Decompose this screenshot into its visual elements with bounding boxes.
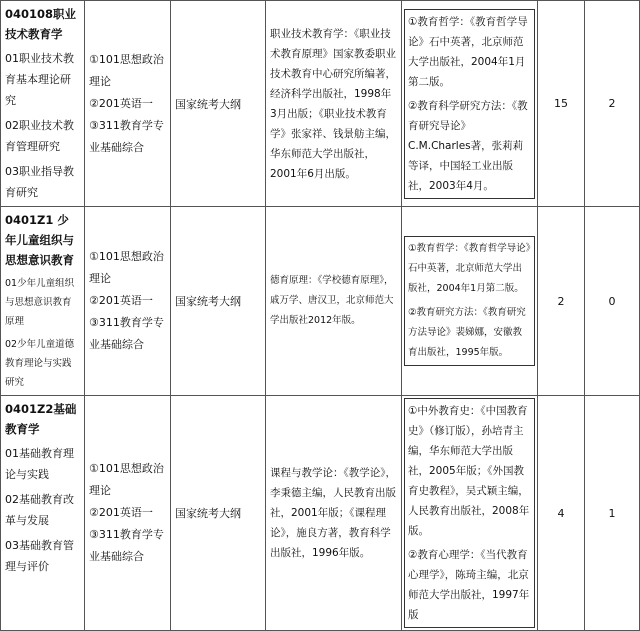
count-cell: [585, 207, 640, 396]
direction-item: 03基础教育管理与评价: [5, 539, 74, 573]
books-cell: [266, 207, 402, 396]
count-value: 2: [608, 97, 616, 110]
reference-books: 职业技术教育学：《职业技术教育原理》国家教委职业技术教育中心研究所编著，经济科学出版社，1998年3月出版；《职业技术教育学》张家祥、钱景舫主编，华东师范大学出版社，2001年6月出版。: [270, 27, 396, 180]
ref-item: ②教育心理学：《当代教育心理学》，陈琦主编，北京师范大学出版社，1997年版: [408, 549, 530, 621]
major-title: 0401Z1 少年儿童组织与思想意识教育: [5, 213, 74, 267]
count-cell: [585, 396, 640, 631]
outline-cell: [171, 207, 266, 396]
count-cell: [538, 396, 585, 631]
direction-item: 02少年儿童道德教育理论与实践研究: [5, 339, 75, 388]
exam-subject: ②201英语一: [89, 506, 153, 519]
direction-item: 02基础教育改革与发展: [5, 493, 74, 527]
table-row: [1, 207, 640, 396]
exam-subject: ②201英语一: [89, 96, 153, 110]
count-value: 4: [557, 506, 565, 520]
count-value: 2: [557, 294, 565, 308]
subjects-cell: [85, 1, 171, 207]
ref-item: ②教育研究方法：《教育研究方法导论》裴娣娜，安徽教育出版社，1995年版。: [408, 307, 526, 358]
table-row: [1, 1, 640, 207]
direction-item: 01职业技术教育基本理论研究: [5, 52, 74, 107]
major-title: 040108职业技术教育学: [5, 7, 77, 41]
major-cell: [1, 1, 85, 207]
ref-item: ②教育科学研究方法：《教育研究导论》C.M.Charles著，张莉莉等译，中国轻工业出版社，2003年4月。: [408, 99, 528, 192]
exam-subject: ①101思想政治理论: [89, 462, 164, 497]
exam-subject: ③311教育学专业基础综合: [89, 118, 164, 154]
books-cell: [266, 396, 402, 631]
count-value: 1: [608, 506, 616, 520]
retest-refs: [404, 9, 535, 199]
exam-subject: ②201英语一: [89, 294, 153, 307]
retest-refs-cell: [402, 396, 538, 631]
subjects-cell: [85, 207, 171, 396]
direction-item: 03职业指导教育研究: [5, 165, 74, 199]
exam-subject: ③311教育学专业基础综合: [89, 528, 164, 563]
count-cell: [585, 1, 640, 207]
outline-cell: [171, 1, 266, 207]
table-row: [1, 396, 640, 631]
count-cell: [538, 207, 585, 396]
count-cell: [538, 1, 585, 207]
exam-outline: 国家统考大纲: [175, 295, 241, 308]
retest-refs: [404, 236, 535, 366]
count-value: 15: [554, 97, 568, 110]
exam-subject: ①101思想政治理论: [89, 250, 164, 285]
ref-item: ①教育哲学：《教育哲学导论》石中英著，北京师范大学出版社，2004年1月第二版。: [408, 15, 528, 88]
outline-cell: [171, 396, 266, 631]
reference-books: 课程与教学论：《教学论》，李秉德主编，人民教育出版社，2001年版；《课程理论》，施良方著，教育科学出版社，1996年版。: [270, 467, 396, 559]
retest-refs: [404, 398, 535, 628]
ref-item: ①教育哲学：《教育哲学导论》石中英著，北京师范大学出版社，2004年1月第二版。: [408, 243, 531, 294]
direction-item: 01少年儿童组织与思想意识教育原理: [5, 278, 75, 327]
exam-outline: 国家统考大纲: [175, 507, 241, 520]
count-value: 0: [608, 294, 616, 308]
major-title: 0401Z2基础教育学: [5, 402, 77, 436]
exam-outline: 国家统考大纲: [175, 97, 241, 111]
retest-refs-cell: [402, 1, 538, 207]
major-cell: [1, 396, 85, 631]
major-cell: [1, 207, 85, 396]
books-cell: [266, 1, 402, 207]
exam-subject: ①101思想政治理论: [89, 52, 164, 88]
direction-item: 01基础教育理论与实践: [5, 447, 74, 481]
exam-subject: ③311教育学专业基础综合: [89, 316, 164, 351]
direction-item: 02职业技术教育管理研究: [5, 119, 74, 153]
subjects-cell: [85, 396, 171, 631]
reference-books: 德育原理：《学校德育原理》，戚万学、唐汉卫，北京师范大学出版社2012年版。: [270, 275, 394, 326]
retest-refs-cell: [402, 207, 538, 396]
ref-item: ①中外教育史：《中国教育史》（修订版），孙培青主编，华东师范大学出版社，2005年版；《外国教育史教程》，吴式颖主编，人民教育出版社，2008年版。: [408, 405, 530, 537]
